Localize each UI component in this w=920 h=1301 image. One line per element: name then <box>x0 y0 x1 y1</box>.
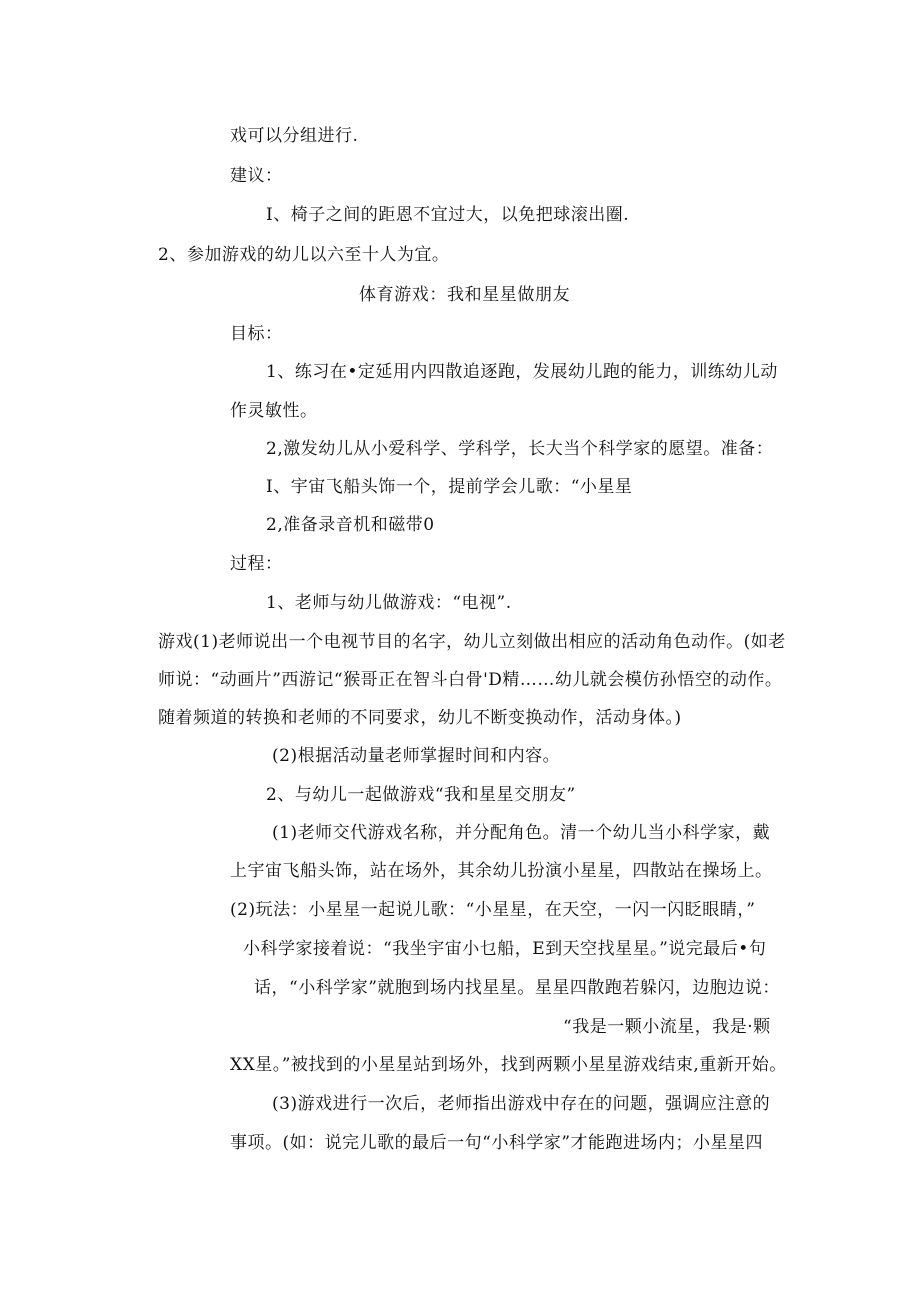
text-line: 小科学家接着说：“我坐宇宙小乜船，E到天空找星星。”说完最后•句 <box>243 939 767 959</box>
text-line: (3)游戏进行一次后，老师指出游戏中存在的问题，强调应注意的 <box>272 1094 771 1114</box>
text-line: 目标： <box>230 324 283 344</box>
text-line: I、椅子之间的距恩不宜过大，以免把球滚出圈. <box>266 205 630 225</box>
text-line: “我是一颗小流星，我是·颗 <box>563 1017 771 1037</box>
text-line: (2)根据活动量老师掌握时间和内容。 <box>272 746 561 766</box>
text-line: 2,准备录音机和磁带0 <box>266 515 435 535</box>
text-line: 话，“小科学家”就胞到场内找星星。星星四散跑若躲闪，边胞边说： <box>254 978 780 998</box>
text-line: 戏可以分组进行. <box>230 126 359 146</box>
text-line: 作灵敏性。 <box>230 401 318 421</box>
text-line: (1)老师交代游戏名称，并分配角色。清一个幼儿当小科学家，戴 <box>272 823 771 843</box>
section-title: 体育游戏：我和星星做朋友 <box>359 285 571 305</box>
text-line: 游戏(1)老师说出一个电视节目的名字，幼儿立刻做出相应的活动角色动作。(如老 <box>158 632 786 652</box>
text-line: 上宇宙飞船头饰，站在场外，其余幼儿扮演小星星，四散站在操场上。 <box>230 861 773 881</box>
text-line: (2)玩法：小星星一起说儿歌：“小星星，在天空，一闪一闪眨眼睛，” <box>230 900 756 920</box>
text-line: 2、参加游戏的幼儿以六至十人为宜。 <box>158 245 450 265</box>
text-line: 2、与幼儿一起做游戏“我和星星交朋友” <box>266 785 576 805</box>
text-line: 1、练习在•定延用内四散追逐跑，发展幼儿跑的能力，训练幼儿动 <box>266 362 778 382</box>
text-line: XX星。”被找到的小星星站到场外，找到两颗小星星游戏结束,重新开始。 <box>230 1055 787 1075</box>
text-line: I、宇宙飞船头饰一个，提前学会儿歌：“小星星 <box>266 477 633 497</box>
text-line: 2,激发幼儿从小爱科学、学科学，长大当个科学家的愿望。准备： <box>266 439 774 459</box>
text-line: 建议： <box>230 166 283 186</box>
text-line: 师说：“动画片”西游记“猴哥正在智斗白骨'D精……幼儿就会模仿孙悟空的动作。 <box>158 670 783 690</box>
text-line: 事项。(如：说完儿歌的最后一句“小科学家”才能跑进场内；小星星四 <box>230 1133 764 1153</box>
text-line: 随着频道的转换和老师的不同要求，幼儿不断变换动作，活动身体。) <box>158 708 682 728</box>
text-line: 1、老师与幼儿做游戏：“电视”. <box>266 593 512 613</box>
text-line: 过程： <box>230 554 283 574</box>
